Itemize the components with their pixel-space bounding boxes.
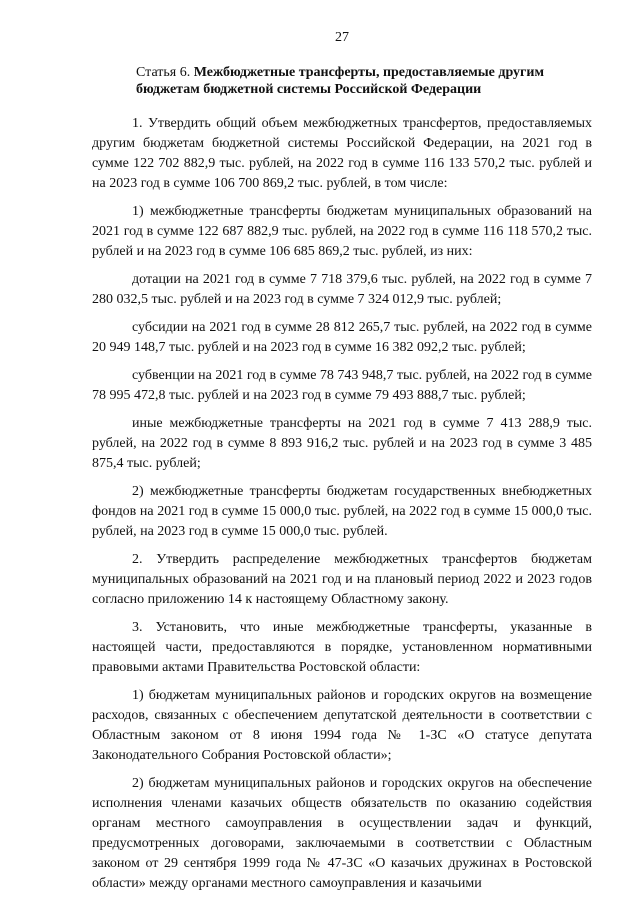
page-number: 27: [335, 30, 349, 45]
article-label: Статья 6.: [136, 65, 191, 80]
article-heading: [92, 64, 592, 98]
paragraph-2: 2. Утвердить распределение межбюджетных трансфертов бюджетам муниципальных образований на 2021 год и на плановый период 2022 и 2023 годов согласно приложению 14 к настоящему Областному закону.: [92, 552, 592, 607]
paragraph-1-2: 2) межбюджетные трансферты бюджетам государственных внебюджетных фондов на 2021 год в сумме 15 000,0 тыс. рублей, на 2022 год в сумме 15 000,0 тыс. рублей, на 2023 год в сумме 15 000,0 тыс. рублей.: [92, 484, 592, 539]
paragraph-1-1: 1) межбюджетные трансферты бюджетам муниципальных образований на 2021 год в сумме 122 687 882,9 тыс. рублей, на 2022 год в сумме 116 118 570,2 тыс. рублей и на 2023 год в сумме 106 685 869,2 тыс. рублей, из них:: [92, 204, 592, 259]
paragraph-1: 1. Утвердить общий объем межбюджетных трансфертов, предоставляемых другим бюджетам бюджетной системы Российской Федерации, на 2021 год в сумме 122 702 882,9 тыс. рублей, на 2022 год в сумме 116 133 570,2 тыс. рублей и на 2023 год в сумме 106 700 869,2 тыс. рублей, в том числе:: [92, 116, 592, 191]
paragraph-subventions: субвенции на 2021 год в сумме 78 743 948,7 тыс. рублей, на 2022 год в сумме 78 995 472,8 тыс. рублей и на 2023 год в сумме 79 493 888,7 тыс. рублей;: [92, 368, 592, 403]
paragraph-other-transfers: иные межбюджетные трансферты на 2021 год в сумме 7 413 288,9 тыс. рублей, на 2022 год в сумме 8 893 916,2 тыс. рублей и на 2023 год в сумме 3 485 875,4 тыс. рублей;: [92, 416, 592, 471]
paragraph-3-1: 1) бюджетам муниципальных районов и городских округов на возмещение расходов, связанных с обеспечением депутатской деятельности в соответствии с Областным законом от 8 июня 1994 года № 1-ЗС «О статусе депутата Законодательного Собрания Ростовской области»;: [92, 688, 592, 763]
paragraph-3-2: 2) бюджетам муниципальных районов и городских округов на обеспечение исполнения членами казачьих обществ обязательств по оказанию содействия органам местного самоуправления в осуществлении задач и функций, предусмотренных договорами, заключаемыми в соответствии с Областным законом от 29 сентября 1999 года № 47-ЗС «О казачьих дружинах в Ростовской области» между органами местного самоуправления и казачьими: [92, 776, 592, 891]
paragraph-subsidies: субсидии на 2021 год в сумме 28 812 265,7 тыс. рублей, на 2022 год в сумме 20 949 148,7 тыс. рублей и на 2023 год в сумме 16 382 092,2 тыс. рублей;: [92, 320, 592, 355]
paragraph-subsidies-dotations: дотации на 2021 год в сумме 7 718 379,6 тыс. рублей, на 2022 год в сумме 7 280 032,5 тыс. рублей и на 2023 год в сумме 7 324 012,9 тыс. рублей;: [92, 272, 592, 307]
article-title: Межбюджетные трансферты, предоставляемые другим бюджетам бюджетной системы Российской Федерации: [136, 65, 545, 97]
paragraph-3: 3. Установить, что иные межбюджетные трансферты, указанные в настоящей части, предоставляются в порядке, установленном нормативными правовыми актами Правительства Ростовской области:: [92, 620, 592, 675]
